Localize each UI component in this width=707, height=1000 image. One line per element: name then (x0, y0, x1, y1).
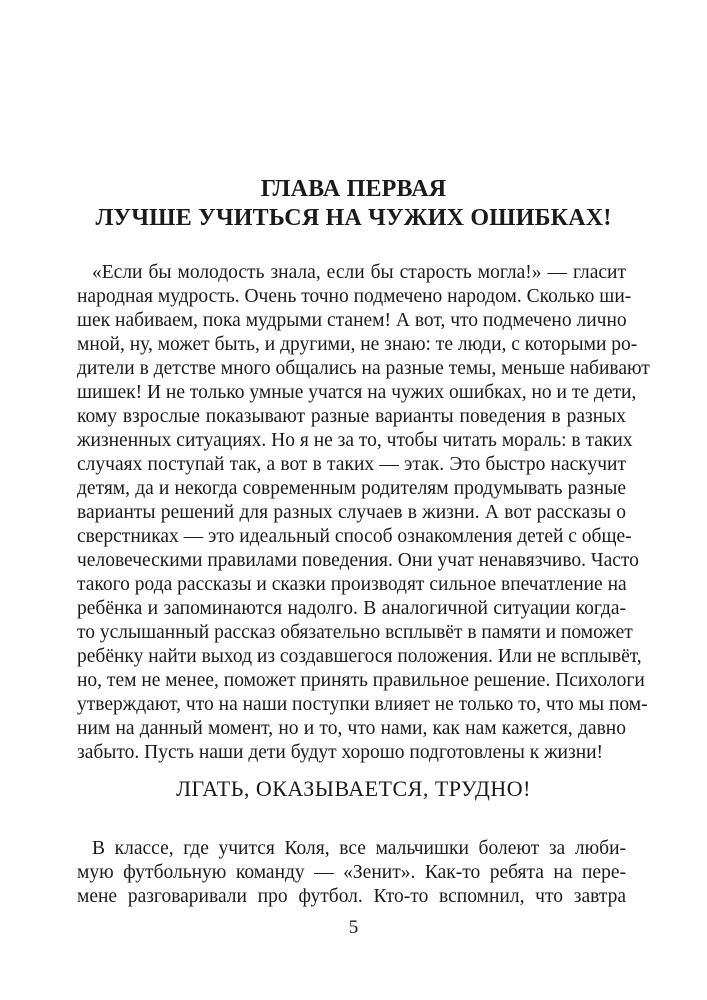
paragraph-line: мной, ну, может быть, и другими, не знаю: те люди, с которыми ро- (77, 334, 638, 355)
chapter-title-heading: ЛУЧШЕ УЧИТЬСЯ НА ЧУЖИХ ОШИБКАХ! (95, 205, 612, 231)
paragraph-line: сверстниках — это идеальный способ ознакомления детей с обще- (77, 526, 632, 547)
paragraph-line: кому взрослые показывают разные варианты поведения в разных (77, 406, 626, 427)
paragraph-line: жизненных ситуациях. Но я не за то, чтобы читать мораль: в таких (77, 430, 633, 451)
paragraph-line: «Если бы молодость знала, если бы старость могла!» — гласит (92, 262, 626, 283)
page-number: 5 (348, 917, 359, 938)
paragraph-line: такого рода рассказы и сказки производят сильное впечатление на (77, 574, 627, 595)
paragraph-line: утверждают, что на наши поступки влияет не только то, что мы пом- (77, 694, 648, 715)
paragraph-line: человеческими правилами поведения. Они учат ненавязчиво. Часто (77, 550, 639, 571)
paragraph-line: ребёнка и запоминаются надолго. В аналогичной ситуации когда- (77, 598, 626, 619)
paragraph-line: народная мудрость. Очень точно подмечено народом. Сколько ши- (77, 286, 632, 307)
paragraph-line: мене разговаривали про футбол. Кто-то вспомнил, что завтра (77, 886, 626, 907)
paragraph-line: шек набиваем, пока мудрыми станем! А вот, что подмечено лично (77, 310, 627, 331)
paragraph-line: дители в детстве много общались на разные темы, меньше набивают (77, 358, 650, 379)
paragraph-line: детям, да и некогда современным родителям продумывать разные (77, 478, 626, 499)
paragraph-line: В классе, где учится Коля, все мальчишки болеют за люби- (92, 838, 626, 859)
paragraph-line: случаях поступай так, а вот в таких — этак. Это быстро наскучит (77, 454, 626, 475)
paragraph-line: ребёнку найти выход из создавшегося положения. Или не всплывёт, (77, 646, 642, 667)
chapter-number-heading: ГЛАВА ПЕРВАЯ (260, 176, 447, 202)
paragraph-line: мую футбольную команду — «Зенит». Как-то ребята на пере- (77, 862, 626, 883)
paragraph-line: шишек! И не только умные учатся на чужих ошибках, но и те дети, (77, 382, 637, 403)
section-title: ЛГАТЬ, ОКАЗЫВАЕТСЯ, ТРУДНО! (176, 776, 531, 801)
paragraph-line: но, тем не менее, поможет принять правильное решение. Психологи (77, 670, 645, 691)
paragraph-line: то услышанный рассказ обязательно всплывёт в памяти и поможет (77, 622, 633, 643)
paragraph-line: забыто. Пусть наши дети будут хорошо подготовлены к жизни! (77, 742, 604, 763)
paragraph-line: ним на данный момент, но и то, что нами, как нам кажется, давно (77, 718, 626, 739)
paragraph-line: варианты решений для разных случаев в жизни. А вот рассказы о (77, 502, 626, 523)
